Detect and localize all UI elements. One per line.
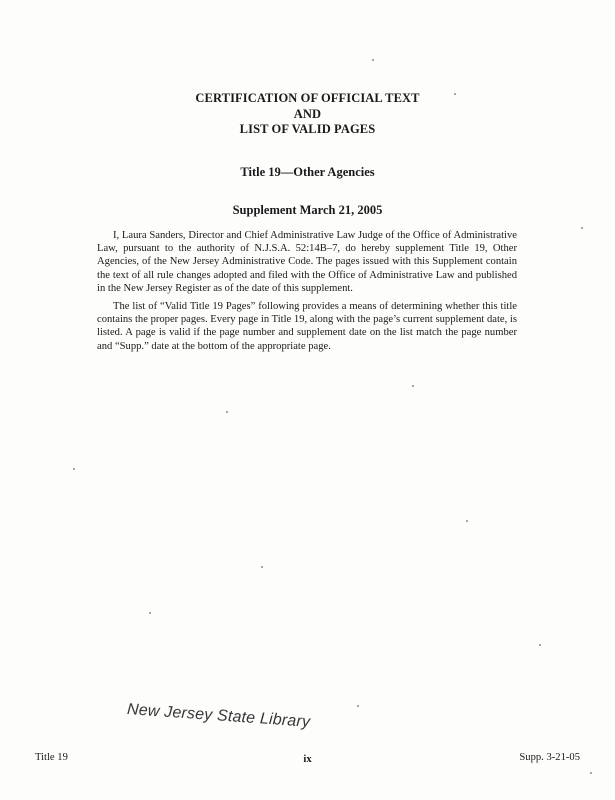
title-subheading: Title 19—Other Agencies [240,165,375,179]
scan-speck [226,411,228,413]
valid-pages-paragraph-text: The list of “Valid Title 19 Pages” following provides a means of determining whether this title contains the proper pages. Every page in Title 19, along with the page’s current supplement date, is listed. A page is valid if the page number and supplement date on the list match the page number and “Supp.” date at the bottom of the appropriate page. [97,301,517,352]
footer-supplement-date: Supp. 3-21-05 [519,752,580,763]
scan-speck [372,59,374,61]
heading-line-3: LIST OF VALID PAGES [239,122,376,136]
certification-heading [0,91,615,138]
library-stamp: New Jersey State Library [126,701,311,731]
scan-speck [466,520,468,522]
scan-speck [581,227,583,229]
scan-speck [539,644,541,646]
certification-paragraph-text: I, Laura Sanders, Director and Chief Administrative Law Judge of the Office of Administrative Law, pursuant to the authority of N.J.S.A. 52:14B–7, do hereby supplement Title 19, Other Agencies, of the New Jersey Administrative Code. The pages issued with this Supplement contain the text of all rule changes adopted and filed with the Office of Administrative Law and published in the New Jersey Register as of the date of this supplement. [97,230,517,294]
scan-speck [357,705,359,707]
scan-speck [149,612,151,614]
scan-speck [454,93,456,95]
scan-speck [590,772,592,774]
scan-speck [73,468,75,470]
supplement-date-subheading: Supplement March 21, 2005 [232,203,383,217]
scan-speck [412,385,414,387]
footer-page-number: ix [303,754,312,765]
certification-paragraph [97,229,517,295]
footer-title: Title 19 [35,752,68,763]
heading-line-2: AND [293,106,322,121]
scan-speck [261,566,263,568]
heading-line-1: CERTIFICATION OF OFFICIAL TEXT [195,91,420,105]
valid-pages-paragraph [97,300,517,353]
